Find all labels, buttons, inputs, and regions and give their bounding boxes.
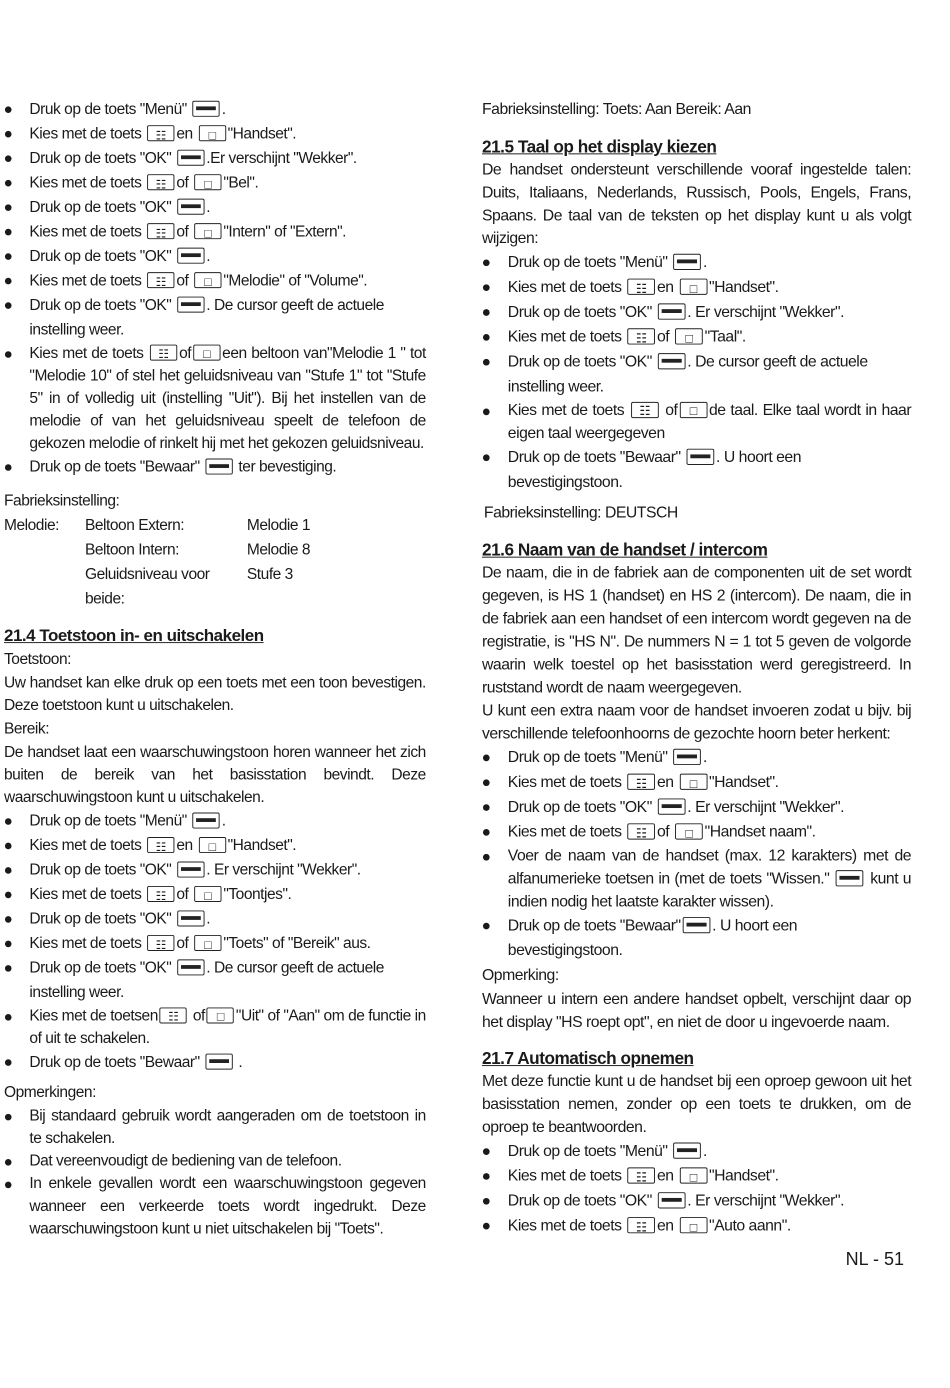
step-text: Druk op de toets "Menü" (29, 812, 187, 830)
down-key-icon (627, 279, 655, 295)
step-text: "Melodie" of "Volume". (223, 272, 368, 290)
factory-table-cell: Geluidsniveau voor beide: (84, 565, 210, 608)
factory-table (4, 513, 426, 611)
down-key-icon (147, 174, 174, 190)
up-key-icon (194, 272, 221, 288)
down-key-icon (627, 774, 655, 790)
softkey-icon (177, 960, 204, 976)
step-item (4, 882, 426, 906)
save-step: Druk op de toets "Bewaar" ter bevestiging. (4, 455, 426, 479)
step-text: of (176, 272, 189, 290)
step-item (482, 349, 911, 399)
melody-step: Kies met de toets ☷ of□ een beltoon van"Melodie 1 " tot "Melodie 10" of stel het geluidsniveau van "Stufe 1" tot "Stufe 5" in of volledig uit (instelling "Uit"). Bij het instellen van de melodie of van het geluidsniveau speelt de telefoon de gekozen melodie of rinkelt hij met het gekozen geluidsniveau. (4, 342, 426, 455)
step-item (4, 121, 426, 145)
step-item (4, 146, 426, 170)
step-text: . (221, 812, 226, 830)
step-text: of (176, 174, 189, 192)
factory-setting-toets: Fabrieksinstelling: Toets: Aan Bereik: Aan (482, 100, 751, 119)
step-text: Druk op de toets "OK" (507, 1192, 652, 1210)
remarks-label: Opmerkingen: (4, 1083, 96, 1101)
step-text: of (656, 328, 670, 346)
softkey-icon (673, 254, 701, 270)
factory-label: Fabrieksinstelling: (4, 492, 120, 510)
softkey-icon (836, 870, 864, 886)
softkey-icon (177, 248, 204, 264)
step-text: . (702, 1142, 707, 1160)
name-steps-list (482, 745, 911, 844)
down-key-icon (160, 1008, 187, 1024)
step-text: "Handset". (227, 837, 297, 854)
step-text: Druk op de toets "OK" (29, 296, 172, 314)
step-text: of (176, 223, 189, 241)
softkey-icon (177, 911, 204, 927)
step-text: Kies met de toets (507, 773, 622, 791)
step-item (482, 1213, 911, 1238)
step-text: . (702, 253, 707, 271)
step-text: . (206, 247, 211, 265)
softkey-icon (193, 101, 220, 117)
toetstoon-steps-list (4, 809, 426, 1005)
step-text: Kies met de toets (29, 837, 142, 854)
softkey-icon (683, 917, 711, 933)
down-key-icon (147, 125, 174, 141)
step-item (482, 819, 911, 844)
softkey-icon (193, 813, 220, 829)
step-text: . Er verschijnt "Wekker". (687, 303, 844, 321)
step-item (482, 275, 911, 300)
step-text: en (656, 278, 674, 296)
step-text: Druk op de toets "OK" (507, 353, 652, 371)
step-item (482, 1139, 911, 1164)
step-item (4, 97, 426, 121)
page-number: NL - 51 (845, 1249, 904, 1269)
factory-table-cell: Melodie 8 (246, 541, 311, 559)
step-text: . Er verschijnt "Wekker". (687, 798, 844, 816)
step-text: en (656, 1167, 674, 1185)
step-text: of (656, 823, 670, 841)
step-item (4, 809, 426, 833)
language-steps-list (482, 250, 911, 399)
right-column (482, 97, 911, 1238)
step-text: . (206, 910, 211, 928)
step-item (482, 300, 911, 325)
step-text: Druk op de toets "OK" (29, 149, 172, 167)
softkey-icon (177, 297, 204, 313)
step-text: Druk op de toets "Menü" (507, 748, 668, 766)
factory-table-cell: Beltoon Extern: (84, 516, 185, 534)
name-intro-2: U kunt een extra naam voor de handset invoeren zodat u bijv. bij verschillende telefoonhoorns de gezochte hoorn beter herkent: (482, 701, 912, 743)
auto-answer-steps-list (482, 1139, 911, 1238)
step-text: . Er verschijnt "Wekker". (687, 1192, 844, 1210)
factory-setting-language: Fabrieksinstelling: DEUTSCH (483, 504, 678, 522)
step-item (482, 250, 911, 275)
down-key-icon (147, 886, 174, 902)
auto-answer-intro: Met deze functie kunt u de handset bij een oproep gewoon uit het basisstation nemen, zonder op een toets te drukken, om de oproep te beantwoorden. (482, 1072, 912, 1136)
factory-table-cell: Melodie 1 (246, 516, 311, 534)
up-key-icon (675, 823, 703, 839)
step-text: "Toets" of "Bereik" aus. (223, 934, 371, 952)
step-item (482, 745, 911, 770)
down-key-icon (150, 345, 177, 361)
softkey-icon (658, 1192, 686, 1208)
softkey-icon (177, 150, 204, 166)
toetstoon-label: Toetstoon: (4, 650, 71, 668)
factory-table-cell: Stufe 3 (246, 565, 293, 583)
softkey-icon (658, 799, 686, 815)
step-item (482, 1164, 911, 1189)
language-intro: De handset ondersteunt verschillende vooraf ingestelde talen: Duits, Italiaans, Nederlands, Russisch, Pools, Engels, Frans, Spaans. De taal van de teksten op het display kunt u als volgt wijzigen: (482, 161, 912, 248)
step-text: "Taal". (704, 328, 746, 346)
softkey-icon (177, 862, 204, 878)
step-text: "Handset naam". (704, 823, 816, 841)
step-text: Druk op de toets "OK" (29, 910, 172, 928)
up-key-icon (207, 1008, 234, 1024)
up-key-icon (679, 402, 707, 418)
step-text: "Toontjes". (223, 885, 292, 903)
step-text: .Er verschijnt "Wekker". (206, 149, 357, 167)
step-item (482, 1188, 911, 1213)
step-text: Druk op de toets "OK" (29, 959, 172, 977)
up-key-icon (194, 935, 221, 951)
step-text: Kies met de toets (507, 823, 622, 841)
softkey-icon (205, 1054, 232, 1070)
softkey-icon (205, 459, 232, 475)
step-text: . De cursor geeft de actuele instelling weer. (507, 353, 868, 396)
step-text: "Handset". (709, 1167, 779, 1185)
step-item (4, 858, 426, 882)
down-key-icon (627, 1217, 655, 1233)
softkey-icon (658, 353, 686, 369)
softkey-icon (177, 199, 204, 215)
step-text: Kies met de toets (29, 174, 142, 192)
step-text: Druk op de toets "Menü" (507, 1142, 668, 1160)
remarks-list (4, 1104, 426, 1240)
step-text: en (176, 125, 193, 143)
step-item (4, 293, 426, 342)
step-text: "Handset". (227, 125, 297, 143)
step-text: Druk op de toets "OK" (29, 198, 172, 216)
step-item (482, 770, 911, 795)
up-key-icon (675, 328, 703, 344)
step-text: . Er verschijnt "Wekker". (206, 861, 361, 879)
step-text: "Bel". (223, 174, 259, 192)
step-text: Druk op de toets "Menü" (507, 253, 668, 271)
softkey-icon (673, 749, 701, 765)
name-intro-1: De naam, die in de fabriek aan de componenten uit de set wordt gegeven, is HS 1 (handset) en HS 2 (intercom). De naam, die in de fabriek aan een handset of een intercom wordt gegeven na de registratie, is "HS N". De nummers N = 1 tot 5 geven de volgorde waarin welk toestel op het basisstation werd geregistreerd. In ruststand wordt de naam weergegeven. (482, 564, 912, 697)
step-text: Kies met de toets (507, 1167, 622, 1185)
step-text: Kies met de toets (507, 328, 622, 346)
step-text: Kies met de toets (29, 934, 142, 952)
step-item (482, 324, 911, 349)
section-21-5-title: 21.5 Taal op het display kiezen (482, 137, 717, 157)
down-key-icon (147, 837, 174, 853)
step-item (4, 956, 426, 1005)
step-text: Druk op de toets "OK" (507, 798, 652, 816)
step-text: "Intern" of "Extern". (223, 223, 347, 241)
section-21-7-title: 21.7 Automatisch opnemen (482, 1048, 694, 1068)
down-key-icon (627, 328, 655, 344)
step-text: Kies met de toets (507, 278, 622, 296)
up-key-icon (198, 837, 225, 853)
bewaar-step: Druk op de toets "Bewaar" . U hoort een bevestigingstoon. (482, 913, 911, 963)
remark-text: Wanneer u intern een andere handset opbelt, verschijnt daar op het display "HS roept opt", en niet de door u ingevoerde naam. (482, 990, 912, 1031)
softkey-icon (686, 449, 714, 465)
up-key-icon (194, 223, 221, 239)
step-text: Druk op de toets "OK" (29, 247, 172, 265)
factory-table-cell: Melodie: (4, 516, 59, 534)
remark-label: Opmerking: (482, 966, 559, 984)
remark-item: In enkele gevallen wordt een waarschuwingstoon gegeven wanneer een verkeerde toets wordt ingedrukt. Deze waarschuwingstoon kunt u niet uitschakelen bij "Toets". (4, 1172, 426, 1240)
step-text: Kies met de toets (29, 272, 142, 290)
up-key-icon (194, 886, 221, 902)
step-text: Druk op de toets "OK" (29, 861, 172, 879)
step-item (4, 219, 426, 243)
taal-step: Kies met de toets ☷ of□ de taal. Elke taal wordt in haar eigen taal weergegeven (482, 399, 911, 445)
step-text: . (206, 198, 211, 216)
section-21-6-title: 21.6 Naam van de handset / intercom (482, 540, 768, 560)
bereik-text: De handset laat een waarschuwingstoon horen wanneer het zich buiten de bereik van het basisstation bevindt. Deze waarschuwingstoon kunt u uitschakelen. (4, 743, 426, 806)
step-text: "Handset". (709, 278, 779, 296)
up-key-icon (679, 1217, 707, 1233)
softkey-icon (658, 304, 686, 320)
down-key-icon (147, 272, 174, 288)
remark-item: Dat vereenvoudigt de bediening van de telefoon. (4, 1150, 426, 1173)
step-item (4, 931, 426, 955)
toetstoon-text: Uw handset kan elke druk op een toets met een toon bevestigen. Deze toetstoon kunt u uitschakelen. (4, 674, 426, 714)
step-text: Kies met de toets (29, 885, 142, 903)
factory-table-cell (4, 538, 85, 562)
step-text: "Handset". (709, 773, 779, 791)
bewaar-step: Druk op de toets "Bewaar" . (4, 1050, 426, 1074)
up-key-icon (679, 1168, 707, 1184)
up-key-icon (679, 774, 707, 790)
step-item (4, 268, 426, 292)
step-text: Druk op de toets "Menü" (29, 100, 187, 118)
factory-table-cell: Beltoon Intern: (84, 541, 179, 559)
name-entry-step: Voer de naam van de handset (max. 12 karakters) met de alfanumerieke toetsen in (met de toets "Wissen." kunt u indien nodig het laatste karakter wissen). (482, 844, 911, 913)
remark-item: Bij standaard gebruik wordt aangeraden om de toetstoon in te schakelen. (4, 1104, 426, 1149)
down-key-icon (147, 935, 174, 951)
step-text: "Auto aann". (709, 1217, 791, 1235)
left-column (4, 97, 426, 1240)
step-item (4, 195, 426, 219)
step-text: . De cursor geeft de actuele instelling weer. (29, 296, 384, 339)
step-text: of (176, 934, 189, 952)
step-text: en (656, 773, 674, 791)
step-item (4, 244, 426, 268)
step-text: Kies met de toets (29, 223, 142, 241)
step-item (4, 170, 426, 194)
factory-table-cell (4, 562, 85, 611)
up-key-icon (679, 279, 707, 295)
bewaar-step: Druk op de toets "Bewaar" . U hoort een bevestigingstoon. (482, 445, 911, 495)
down-key-icon (627, 1168, 655, 1184)
step-item (4, 833, 426, 857)
down-key-icon (147, 223, 174, 239)
step-text: Kies met de toets (29, 125, 142, 143)
menu-steps-list (4, 97, 426, 342)
step-item (482, 795, 911, 820)
step-text: Druk op de toets "OK" (507, 303, 652, 321)
down-key-icon (627, 823, 655, 839)
down-key-icon (631, 402, 659, 418)
step-text: of (176, 885, 189, 903)
step-text: en (176, 837, 193, 854)
up-key-icon (194, 174, 221, 190)
section-21-4-title: 21.4 Toetstoon in- en uitschakelen (4, 626, 264, 645)
up-key-icon (198, 125, 225, 141)
toetsen-step: Kies met de toetsen☷ of□ "Uit" of "Aan" om de functie in of uit te schakelen. (4, 1005, 426, 1050)
step-text: . (221, 100, 226, 118)
softkey-icon (673, 1143, 701, 1159)
bereik-label: Bereik: (4, 720, 50, 738)
up-key-icon (193, 345, 220, 361)
step-text: en (656, 1217, 674, 1235)
step-text: Kies met de toets (507, 1217, 622, 1235)
step-text: . (702, 748, 707, 766)
step-item (4, 907, 426, 931)
step-text: . De cursor geeft de actuele instelling weer. (29, 959, 384, 1001)
